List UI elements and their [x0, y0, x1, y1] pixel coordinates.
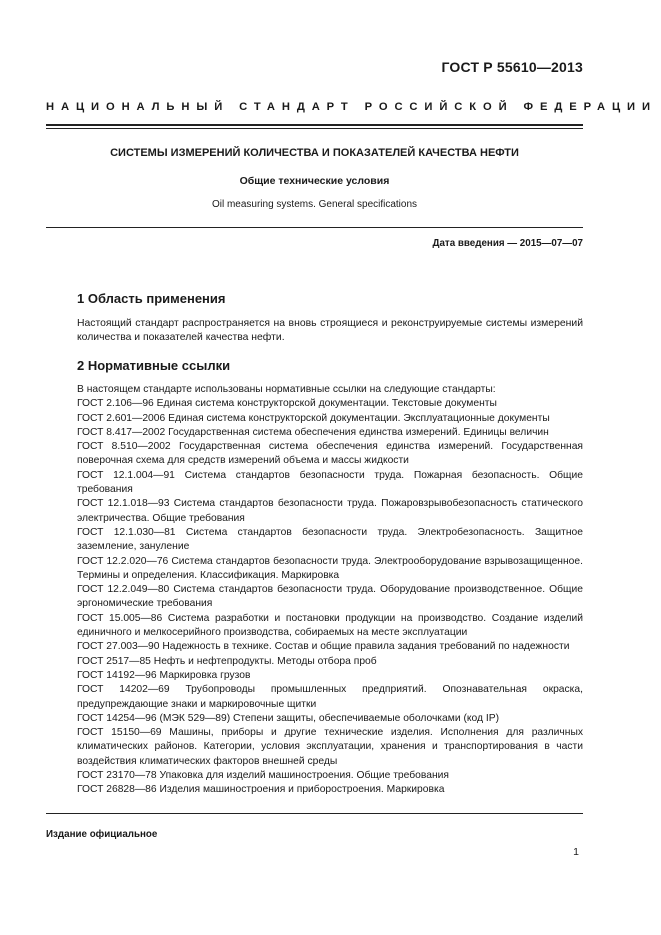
reference-item: ГОСТ 12.1.030—81 Система стандартов безопасности труда. Электробезопасность. Защитное заземление, зануление	[77, 526, 583, 553]
top-rule-thin	[46, 128, 583, 129]
reference-item: ГОСТ 26828—86 Изделия машиностроения и приборостроения. Маркировка	[77, 784, 445, 796]
introduction-date: Дата введения — 2015—07—07	[432, 238, 583, 249]
reference-item: ГОСТ 12.2.020—76 Система стандартов безопасности труда. Электрооборудование взрывозащищенное. Термины и определения. Классификация. Маркировка	[77, 555, 583, 581]
reference-item: ГОСТ 8.510—2002 Государственная система обеспечения единства измерений. Государственная поверочная схема для средств измерений объема и массы жидкости	[77, 441, 583, 467]
section-1-paragraph: Настоящий стандарт распространяется на вновь строящиеся и реконструируемые системы измерений количества и показателей качества нефти.	[77, 318, 583, 344]
reference-item: ГОСТ 2.106—96 Единая система конструкторской документации. Текстовые документы	[77, 398, 497, 410]
reference-item: ГОСТ 23170—78 Упаковка для изделий машиностроения. Общие требования	[77, 770, 449, 782]
reference-item: ГОСТ 14254—96 (МЭК 529—89) Степени защиты, обеспечиваемые оболочками (код IP)	[77, 712, 500, 724]
reference-item: ГОСТ 14192—96 Маркировка грузов	[77, 669, 251, 681]
normative-references-list	[77, 383, 583, 798]
reference-item: ГОСТ 12.1.004—91 Система стандартов безопасности труда. Пожарная безопасность. Общие требования	[77, 469, 583, 496]
reference-item: ГОСТ 27.003—90 Надежность в технике. Состав и общие правила задания требований по надежности	[77, 641, 570, 653]
top-rule-thick	[46, 124, 583, 126]
national-standard-banner: НАЦИОНАЛЬНЫЙ СТАНДАРТ РОССИЙСКОЙ ФЕДЕРАЦИИ	[46, 101, 657, 113]
reference-item: ГОСТ 2.601—2006 Единая система конструкторской документации. Эксплуатационные документы	[77, 412, 550, 424]
reference-item: ГОСТ 15.005—86 Система разработки и постановки продукции на производство. Создание изделий единичного и мелкосерийного производства, собираемых на месте эксплуатации	[77, 612, 583, 639]
reference-item: ГОСТ 2517—85 Нефть и нефтепродукты. Методы отбора проб	[77, 655, 377, 667]
document-number: ГОСТ Р 55610—2013	[441, 59, 583, 75]
reference-item: ГОСТ 14202—69 Трубопроводы промышленных предприятий. Опознавательная окраска, предупреждающие знаки и маркировочные щитки	[77, 684, 583, 710]
document-subtitle: Общие технические условия	[239, 175, 390, 187]
edition-label: Издание официальное	[46, 829, 158, 840]
reference-item: ГОСТ 8.417—2002 Государственная система обеспечения единства измерений. Единицы величин	[77, 426, 549, 438]
page-number: 1	[573, 846, 579, 858]
section-1-text	[77, 317, 583, 346]
reference-item: ГОСТ 12.1.018—93 Система стандартов безопасности труда. Пожаровзрывобезопасность статического электричества. Общие требования	[77, 498, 583, 524]
reference-item: ГОСТ 12.2.049—80 Система стандартов безопасности труда. Оборудование производственное. Общие эргономические требования	[77, 584, 583, 610]
section-1-heading: 1 Область применения	[77, 291, 226, 306]
document-title: СИСТЕМЫ ИЗМЕРЕНИЙ КОЛИЧЕСТВА И ПОКАЗАТЕЛЕЙ КАЧЕСТВА НЕФТИ	[110, 147, 519, 159]
title-rule	[46, 227, 583, 228]
footer-rule	[46, 813, 583, 814]
references-intro: В настоящем стандарте использованы нормативные ссылки на следующие стандарты:	[77, 384, 496, 395]
english-title: Oil measuring systems. General specifications	[211, 199, 418, 210]
reference-item: ГОСТ 15150—69 Машины, приборы и другие технические изделия. Исполнения для различных климатических районов. Категории, условия эксплуатации, хранения и транспортирования в части воздействия климатических факторов внешней среды	[77, 727, 583, 767]
section-2-heading: 2 Нормативные ссылки	[77, 358, 231, 373]
